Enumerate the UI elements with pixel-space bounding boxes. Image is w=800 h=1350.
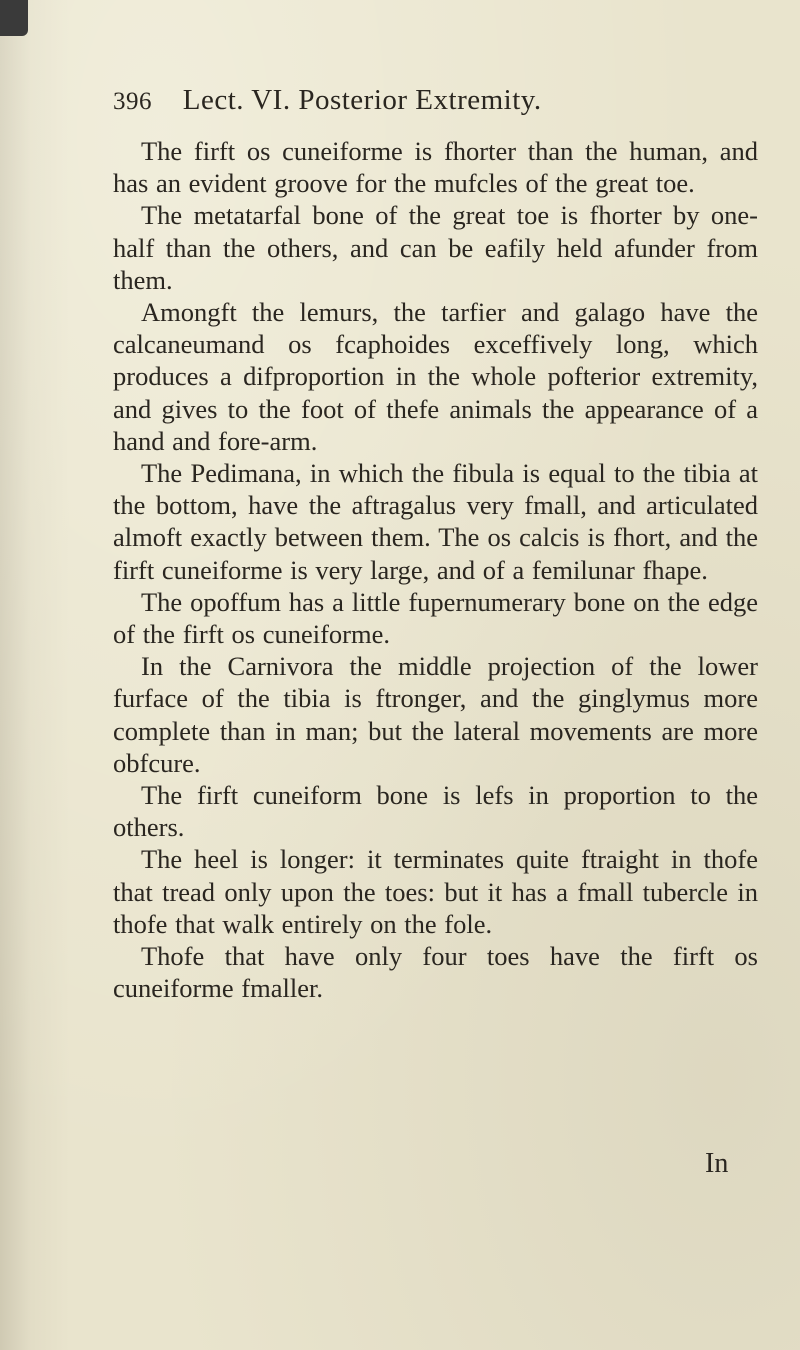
paragraph: The firft cuneiform bone is lefs in proportion to the others. <box>113 780 758 843</box>
paragraph: In the Carnivora the middle projection of the lower furface of the tibia is ftronger, and the ginglymus more complete than in man; but the lateral movements are more obfcure. <box>113 651 758 778</box>
page-header <box>113 84 753 124</box>
paragraph: The opoffum has a little fupernumerary bone on the edge of the firft os cuneiforme. <box>113 586 758 650</box>
paragraph: The heel is longer: it terminates quite ftraight in thofe that tread only upon the toes: but it has a fmall tubercle in thofe that walk entirely on the fole. <box>113 844 758 939</box>
running-title: Lect. VI. Posterior Extremity. <box>182 84 542 116</box>
paragraph: The firft os cuneiforme is fhorter than the human, and has an evident groove for the mufcles of the great toe. <box>113 136 758 199</box>
paragraph: Thofe that have only four toes have the firft os cuneiforme fmaller. <box>113 941 758 1004</box>
catchword: In <box>705 1148 729 1179</box>
scan-corner-mark <box>0 0 28 36</box>
paragraph: The Pedimana, in which the fibula is equal to the tibia at the bottom, have the aftragalus very fmall, and articulated almoft exactly between them. The os calcis is fhort, and the firft cuneiforme is very large, and of a femilunar fhape. <box>113 458 758 585</box>
page-number: 396 <box>113 88 152 115</box>
paragraph: The metatarfal bone of the great toe is fhorter by one-half than the others, and can be eafily held afunder from them. <box>113 200 758 295</box>
body-text <box>113 135 758 1004</box>
paragraph: Amongft the lemurs, the tarfier and galago have the calcaneumand os fcaphoides exceffively long, which produces a difproportion in the whole pofterior extremity, and gives to the foot of thefe animals the appearance of a hand and fore-arm. <box>113 297 758 456</box>
